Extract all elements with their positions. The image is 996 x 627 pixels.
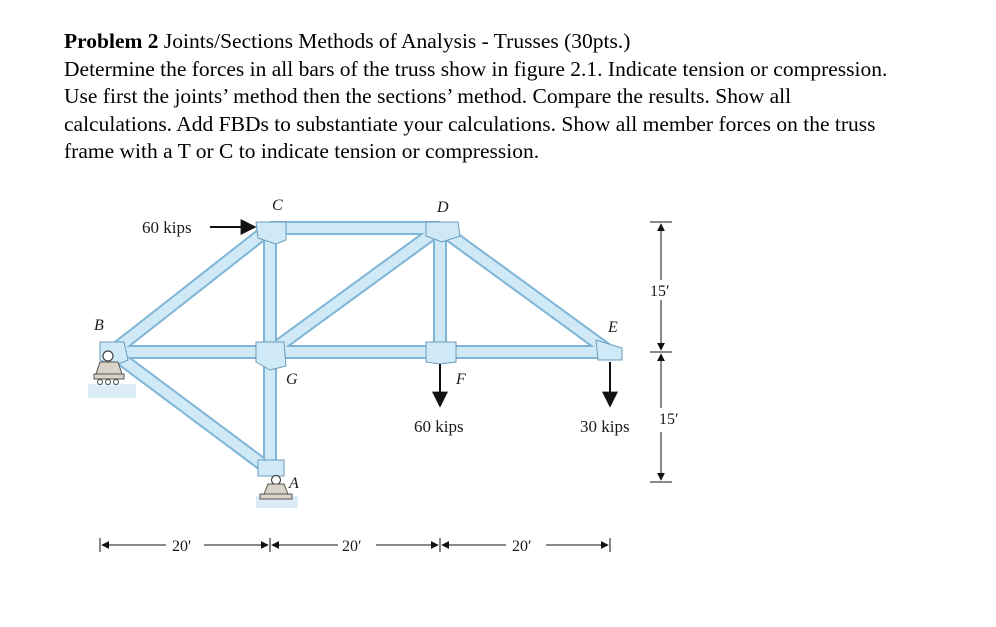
problem-line-3: calculations. Add FBDs to substantiate your calculations. Show all member forces on the truss xyxy=(64,111,876,136)
gusset-f xyxy=(426,342,456,364)
dim-horizontal-3: 20′ xyxy=(512,538,532,555)
joint-label-a: A xyxy=(289,475,299,492)
problem-line-2: Use first the joints’ method then the sections’ method. Compare the results. Show all xyxy=(64,84,792,108)
dim-horizontal-1: 20′ xyxy=(172,538,192,555)
load-label-f: 60 kips xyxy=(414,417,464,436)
load-label-horizontal: 60 kips xyxy=(142,218,192,237)
joint-label-c: C xyxy=(272,197,283,214)
problem-title: Joints/Sections Methods of Analysis - Trusses (30pts.) xyxy=(163,29,631,53)
problem-line-4: frame with a T or C to indicate tension or compression. xyxy=(64,139,540,163)
gusset-a xyxy=(258,460,284,476)
problem-line-1: Determine the forces in all bars of the truss show in figure 2.1. Indicate tension or compression. xyxy=(64,56,888,81)
joint-label-g: G xyxy=(286,371,298,388)
problem-number: Problem 2 xyxy=(64,29,159,53)
ground-b xyxy=(88,384,136,398)
joint-label-b: B xyxy=(94,317,104,334)
dim-vertical-upper: 15′ xyxy=(650,283,670,300)
dim-horizontal-2: 20′ xyxy=(342,538,362,555)
joint-label-d: D xyxy=(437,199,449,216)
dim-vertical-lower: 15′ xyxy=(659,411,679,428)
joint-label-f: F xyxy=(456,371,466,388)
gusset-g xyxy=(256,342,286,370)
vertical-dimensions xyxy=(650,222,672,482)
support-a xyxy=(260,476,292,500)
joint-label-e: E xyxy=(608,319,618,336)
load-label-e: 30 kips xyxy=(580,417,630,436)
